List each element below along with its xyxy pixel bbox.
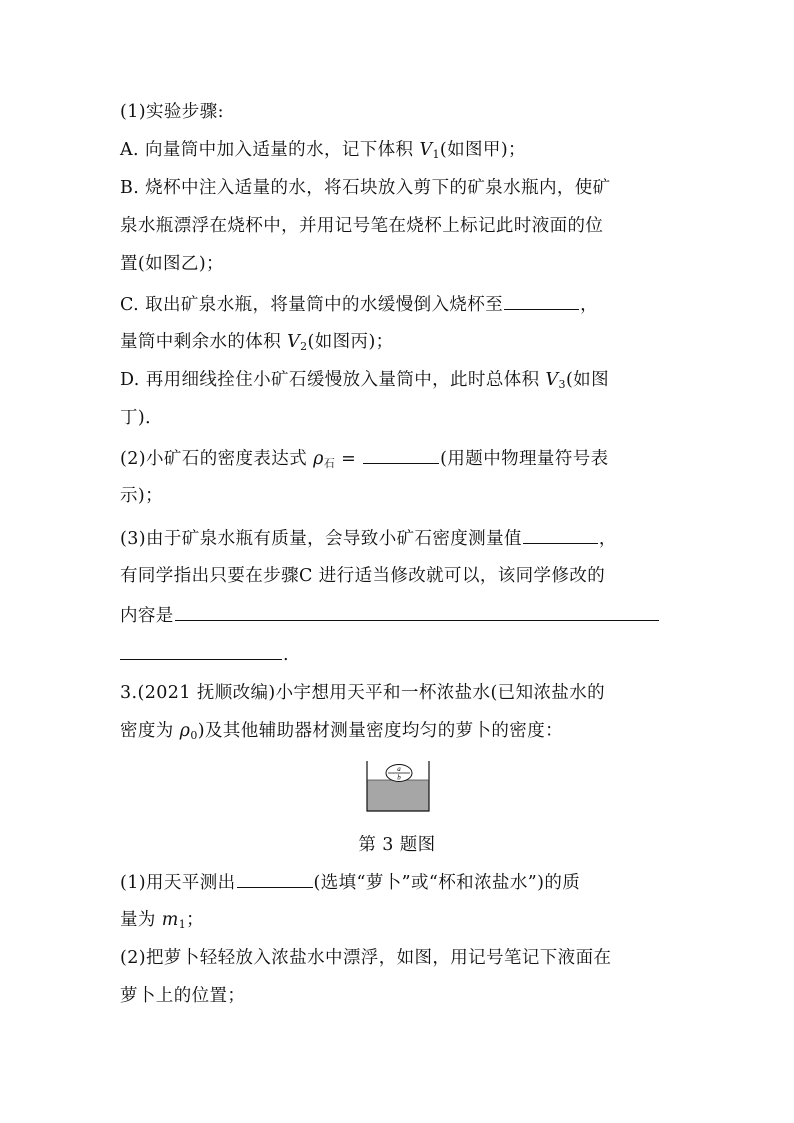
q3-part1-line2: 量为 $m_1$； <box>120 910 205 931</box>
step-a: A. 向量筒中加入适量的水，记下体积 $V_1$(如图甲)； <box>120 140 526 161</box>
answer-blank-error[interactable] <box>523 527 598 544</box>
salt-water-liquid <box>367 780 429 811</box>
part2-line2: 示)； <box>120 486 164 506</box>
answer-blank-density[interactable] <box>363 447 439 464</box>
beaker-figure <box>366 760 430 812</box>
label-a: a <box>397 765 401 773</box>
answer-blank-modification-cont[interactable] <box>120 643 282 660</box>
part1-heading: (1)实验步骤: <box>120 102 224 122</box>
part3-line4: . <box>120 643 680 666</box>
part3-line3: 内容是 <box>120 604 680 627</box>
step-b-line2: 泉水瓶漂浮在烧杯中，并用记号笔在烧杯上标记此时液面的位 <box>120 216 604 236</box>
part3-line2: 有同学指出只要在步骤C 进行适当修改就可以，该同学修改的 <box>120 566 606 586</box>
label-b: b <box>397 773 401 782</box>
step-b-line1: B. 烧杯中注入适量的水，将石块放入剪下的矿泉水瓶内，使矿 <box>120 178 611 198</box>
q3-part1-line1: (1)用天平测出 (选填“萝卜”或“杯和浓盐水”)的质 <box>120 873 581 893</box>
step-d-line2: 丁)． <box>120 408 164 428</box>
answer-blank-measure[interactable] <box>237 871 313 888</box>
figure-caption: 第 3 题图 <box>358 835 436 855</box>
answer-blank-c[interactable] <box>504 293 579 310</box>
question3-line1: 3.(2021 抚顺改编)小宇想用天平和一杯浓盐水(已知浓盐水的 <box>120 683 606 703</box>
q3-part2-line2: 萝卜上的位置； <box>120 986 246 1006</box>
part3-line1: (3)由于矿泉水瓶有质量，会导致小矿石密度测量值 ， <box>120 529 617 549</box>
answer-blank-modification[interactable] <box>175 604 659 621</box>
step-d-line1: D. 再用细线拴住小矿石缓慢放入量筒中，此时总体积 $V_3$(如图 <box>120 370 609 391</box>
question3-line2: 密度为 $\rho_0$)及其他辅助器材测量密度均匀的萝卜的密度： <box>120 721 564 742</box>
step-b-line3: 置(如图乙)； <box>120 254 224 274</box>
step-c-line2: 量筒中剩余水的体积 $V_2$(如图丙)； <box>120 332 394 353</box>
part2-line1: (2)小矿石的密度表达式 $\rho_石$ = (用题中物理量符号表 <box>120 449 609 470</box>
step-c-line1: C. 取出矿泉水瓶，将量筒中的水缓慢倒入烧杯至 ， <box>120 295 598 315</box>
q3-part2-line1: (2)把萝卜轻轻放入浓盐水中漂浮，如图，用记号笔记下液面在 <box>120 948 612 968</box>
